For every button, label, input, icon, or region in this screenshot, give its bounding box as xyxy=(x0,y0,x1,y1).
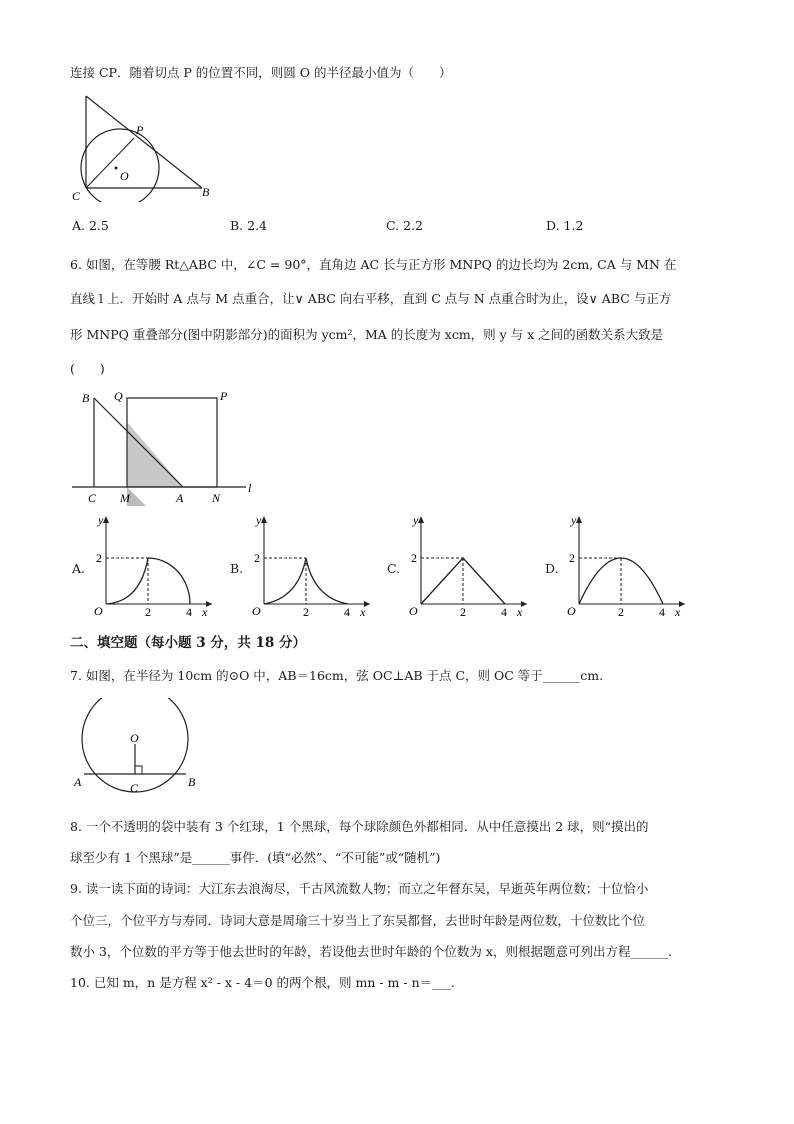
q6-label-b: B xyxy=(82,391,90,405)
q6-label-p: P xyxy=(220,389,228,403)
q8-line-1: 8. 一个不透明的袋中装有 3 个红球，1 个黑球，每个球除颜色外都相同．从中任意摸出 2 球，则“摸出的 xyxy=(70,819,649,834)
q6-label-q: Q xyxy=(114,389,123,403)
q6-label-c: C xyxy=(88,491,97,505)
q6-graph-b-2y: 2 xyxy=(254,551,260,565)
q6-option-b[interactable]: B. xyxy=(230,561,244,576)
q6-graph-d-2y: 2 xyxy=(569,551,575,565)
q6-line-4: ( ) xyxy=(70,361,105,376)
q7-label-c: C xyxy=(130,781,139,795)
q5-label-c: C xyxy=(72,189,81,202)
q6-label-l: l xyxy=(248,481,252,495)
q6-graph-d-y: y xyxy=(571,513,577,527)
q6-figure xyxy=(68,386,268,506)
q7-label-b: B xyxy=(188,775,196,789)
q5-figure xyxy=(70,92,220,202)
q7-text: 7. 如图，在半径为 10cm 的⊙O 中，AB＝16cm，弦 OC⊥AB 于点 C，则 OC 等于______cm. xyxy=(70,668,604,683)
q6-graph-c-y: y xyxy=(413,513,419,527)
q6-option-a[interactable]: A. xyxy=(72,561,86,576)
q6-graph-d xyxy=(563,512,689,618)
q6-graph-b-4x: 4 xyxy=(344,605,350,618)
q6-graph-c-4x: 4 xyxy=(501,605,507,618)
q6-graph-b xyxy=(248,512,374,618)
section-2-heading: 二、填空题（每小题 3 分，共 18 分） xyxy=(70,635,306,651)
q5-option-c[interactable]: C. 2.2 xyxy=(386,218,423,233)
q5-intro: 连接 CP．随着切点 P 的位置不同，则圆 O 的半径最小值为（ ） xyxy=(70,65,452,80)
q5-label-o: O xyxy=(120,169,129,183)
q7-figure xyxy=(72,698,202,798)
q5-option-a[interactable]: A. 2.5 xyxy=(72,218,109,233)
q5-label-b: B xyxy=(202,185,210,199)
q6-label-a: A xyxy=(176,491,184,505)
q7-label-a: A xyxy=(74,775,82,789)
q6-graph-a-y: y xyxy=(98,513,104,527)
q6-graph-c xyxy=(405,512,531,618)
q6-graph-d-4x: 4 xyxy=(659,605,665,618)
q6-graph-b-x: x xyxy=(360,605,366,618)
q6-graph-a-o: O xyxy=(94,604,103,618)
q5-option-b[interactable]: B. 2.4 xyxy=(230,218,268,233)
q5-label-p: P xyxy=(136,123,144,137)
q6-graph-a xyxy=(90,512,216,618)
q6-option-c[interactable]: C. xyxy=(387,561,401,576)
q6-graph-b-2x: 2 xyxy=(303,605,309,618)
q9-line-2: 个位三，个位平方与寿同．诗词大意是周瑜三十岁当上了东吴都督，去世时年龄是两位数，十位数比个位 xyxy=(70,913,646,928)
q6-label-n: N xyxy=(212,491,221,505)
q6-graph-c-2x: 2 xyxy=(460,605,466,618)
q10-text: 10. 已知 m，n 是方程 x² ‐ x ‐ 4＝0 的两个根，则 mn ‐ m ‐ n＝___. xyxy=(70,975,455,990)
q6-graph-d-2x: 2 xyxy=(618,605,624,618)
q8-line-2: 球至少有 1 个黑球”是______事件．(填“必然”、“不可能”或“随机”) xyxy=(70,850,441,865)
q6-graph-c-x: x xyxy=(517,605,523,618)
q5-option-d[interactable]: D. 1.2 xyxy=(546,218,584,233)
q6-graph-a-2x: 2 xyxy=(145,605,151,618)
q6-graph-c-o: O xyxy=(409,604,418,618)
q6-graph-d-o: O xyxy=(567,604,576,618)
q7-label-o: O xyxy=(130,731,139,745)
q6-graph-a-2y: 2 xyxy=(96,551,102,565)
q6-line-1: 6. 如图，在等腰 Rt△ABC 中，∠C = 90°，直角边 AC 长与正方形 MNPQ 的边长均为 2cm, CA 与 MN 在 xyxy=(70,257,677,272)
q6-graph-a-4x: 4 xyxy=(186,605,192,618)
q6-graph-b-o: O xyxy=(252,604,261,618)
q6-graph-c-2y: 2 xyxy=(411,551,417,565)
q6-graph-d-x: x xyxy=(675,605,681,618)
q9-line-3: 数小 3，个位数的平方等于他去世时的年龄，若设他去世时年龄的个位数为 x，则根据题意可列出方程______. xyxy=(70,944,672,959)
q6-graph-b-y: y xyxy=(256,513,262,527)
q9-line-1: 9. 读一读下面的诗词：大江东去浪淘尽，千古风流数人物；而立之年督东吴，早逝英年两位数；十位恰小 xyxy=(70,881,649,896)
q6-line-3: 形 MNPQ 重叠部分(图中阴影部分)的面积为 ycm²，MA 的长度为 xcm，则 y 与 x 之间的函数关系大致是 xyxy=(70,327,664,342)
q6-option-d[interactable]: D. xyxy=(545,561,559,576)
q6-line-2: 直线 l 上．开始时 A 点与 M 点重合，让∨ ABC 向右平移，直到 C 点与 N 点重合时为止，设∨ ABC 与正方 xyxy=(70,291,672,306)
q6-label-m: M xyxy=(120,491,130,505)
q6-graph-a-x: x xyxy=(202,605,208,618)
